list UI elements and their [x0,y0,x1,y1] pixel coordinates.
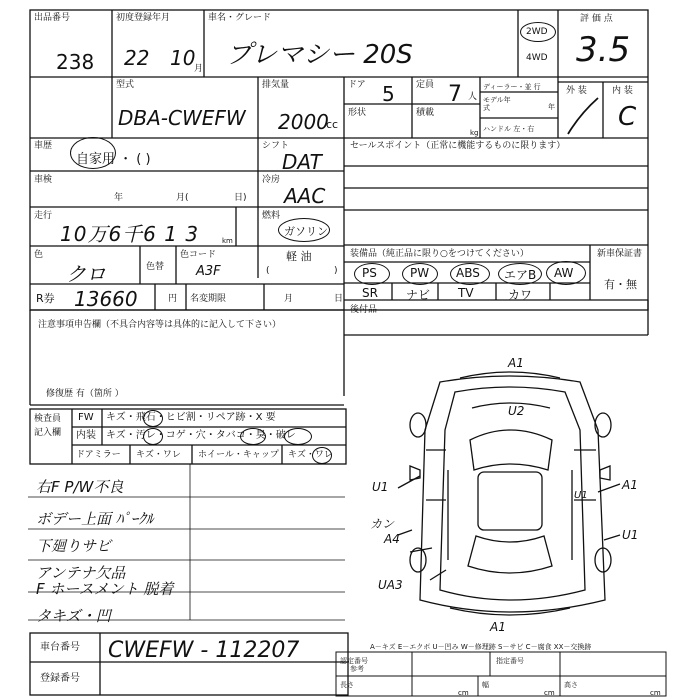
certified-reference: 参考 [350,665,364,673]
remark-line-5: F ホースメント 脱着 [36,580,174,598]
name-change-day: 日 [334,294,344,304]
lot-number-value: 238 [56,50,95,74]
equipment-pw: PW [410,266,430,280]
fuel-gasoline: ガソリン [284,225,328,238]
fuel-label: 燃料 [262,211,281,221]
first-registration-label: 初度登録年月 [116,13,171,23]
inspector-smell-circle [284,428,312,445]
first-registration-month: 10 [170,46,196,70]
damage-mark-front: A1 [508,356,524,370]
height-unit: cm [650,689,661,697]
warranty-value: 有・無 [604,278,637,291]
year-unit: 年 [548,103,555,111]
inspector-stain-circle [143,428,163,445]
inspection-year-unit: 年 [114,193,124,203]
inspector-door-mirror: ドアミラー [76,450,121,460]
remark-line-3: 下廻りサビ [36,537,112,555]
fuel-diesel: 軽 油 [286,250,312,263]
door-value: 5 [382,82,395,106]
damage-mark-rear: A1 [490,620,506,634]
sales-point-label: セールスポイント（正常に機能するものに限ります） [350,141,566,151]
equipment-aw: AW [554,266,574,280]
damage-mark-left-door-label: カン [370,517,395,531]
inspector-wheel-circle [312,447,332,464]
capacity-label: 定員 [416,80,435,90]
length-unit: cm [458,689,469,697]
shape-label: 形状 [348,108,367,118]
inspector-chip-circle [143,410,163,427]
damage-legend: A－キズ E－エクボ U－凹み W－修理跡 S－サビ C－腐食 XX－交換跡 [370,643,592,651]
remark-line-4: アンテナ欠品 [36,564,126,582]
inspector-mirror-damage: キズ・ワレ [136,450,181,460]
door-label: ドア [348,80,366,90]
drive-4wd-label: 4WD [526,53,548,63]
equipment-sr: SR [362,286,378,300]
fuel-other-open: ( [266,266,270,276]
designated-number-label: 指定番号 [496,657,524,665]
ac-label: 冷房 [262,175,281,185]
score-value: 3.5 [576,30,631,70]
person-unit: 人 [468,92,478,102]
km-unit: km [222,237,233,245]
new-warranty-label: 新車保証書 [597,249,643,259]
repair-history-label: 修復歴 有（箇所 ） [46,389,124,399]
damage-mark-right-door: U1 [574,490,588,501]
model-code-label: 型式 [116,80,135,90]
damage-mark-hood: U2 [508,404,525,418]
yen-unit: 円 [168,294,178,304]
color-label: 色 [34,250,44,260]
notes-label: 注意事項申告欄（不具合内容等は具体的に記入して下さい） [38,320,282,330]
inspector-label-1: 検査員 [34,414,62,424]
inspector-row1-text: キズ・飛石・ヒビ割・リペア跡・X 要 [106,412,276,423]
recycle-label: R券 [36,292,55,305]
month-unit: 月 [194,64,204,74]
load-label: 積載 [416,108,435,118]
name-change-month: 月 [284,294,294,304]
chassis-number-label: 車台番号 [40,642,80,653]
kg-unit: kg [470,129,479,137]
shift-label: シフト [262,141,290,151]
handle-label: ハンドル 左・右 [483,125,535,133]
width-unit: cm [544,689,555,697]
remark-line-1: 右F P/W不良 [36,478,124,496]
inspector-wheel-cap: ホイール・キャップ [198,450,279,460]
equipment-navi: ナビ [406,288,431,302]
car-name-value: プレマシー 20S [226,40,413,70]
inspector-row2-text: キズ・汚レ・コゲ・穴・タバコ・臭・破レ [106,430,296,441]
equipment-label: 装備品（純正品に限り○をつけてください） [350,249,529,259]
inspector-wheel-damage: キズ・ワレ [288,450,333,460]
capacity-value: 7 [448,82,462,107]
inspection-label: 車検 [34,175,53,185]
dealer-label: ディーラー・並 行 [483,83,541,91]
color-code-value: A3F [196,264,221,279]
inspector-row2-head: 内装 [76,430,96,441]
score-label: 評 価 点 [580,14,613,24]
color-change-label: 色替 [146,262,165,272]
cc-unit: cc [326,118,339,131]
exterior-label: 外 装 [566,86,587,96]
damage-mark-left-rear: UA3 [378,578,403,592]
first-registration-year: 22 [124,46,150,70]
name-change-label: 名変期限 [190,294,227,304]
shift-value: DAT [282,150,322,174]
equipment-leather: カワ [508,288,533,302]
model-year-label: モデル年式 [483,96,511,112]
width-label: 幅 [482,681,489,689]
car-name-label: 車名・グレード [208,13,272,23]
damage-mark-right-fender: A1 [622,478,638,492]
interior-label: 内 装 [612,86,633,96]
model-code-value: DBA-CWEFW [118,106,246,130]
damage-mark-left-fender: U1 [372,480,389,494]
damage-mark-right-rear: U1 [622,528,639,542]
equipment-ps: PS [362,266,377,280]
length-label: 長さ [340,681,354,689]
recycle-value: 13660 [74,287,138,311]
mileage-label: 走行 [34,211,53,221]
after-parts-label: 後付品 [350,305,378,315]
drive-2wd-label: 2WD [526,27,548,37]
remark-line-6: タキズ・凹 [36,607,111,625]
lot-number-label: 出品番号 [34,13,71,23]
equipment-abs: ABS [456,266,480,280]
height-label: 高さ [564,681,578,689]
remark-line-2: ボデー上面 ﾊﾟｰｸﾙ [36,510,154,528]
inspection-day-unit: 日) [234,193,247,203]
ac-value: AAC [284,184,326,208]
fuel-other-close: ) [334,266,338,276]
inspector-burn-circle [240,428,266,445]
mileage-value: 10万6千6 1 3 [60,222,200,246]
inspector-row1-head: FW [78,412,94,423]
displacement-label: 排気量 [262,80,290,90]
chassis-number-value: CWEFW - 112207 [108,638,300,663]
registration-number-label: 登録番号 [40,673,80,684]
equipment-airbag: エアB [504,268,537,282]
interior-score-value: C [618,102,637,132]
inspector-label-2: 記入欄 [34,428,62,438]
history-label: 車歴 [34,141,53,151]
inspection-month-unit: 月( [176,193,189,203]
equipment-tv: TV [458,286,474,300]
color-code-label: 色コード [180,250,217,260]
damage-mark-left-door: A4 [384,532,400,546]
color-value: クロ [66,262,106,286]
displacement-value: 2000 [278,110,329,134]
history-value: 自家用 ・ ( ) [76,152,151,167]
certified-number-label: 認定番号 [340,657,368,665]
